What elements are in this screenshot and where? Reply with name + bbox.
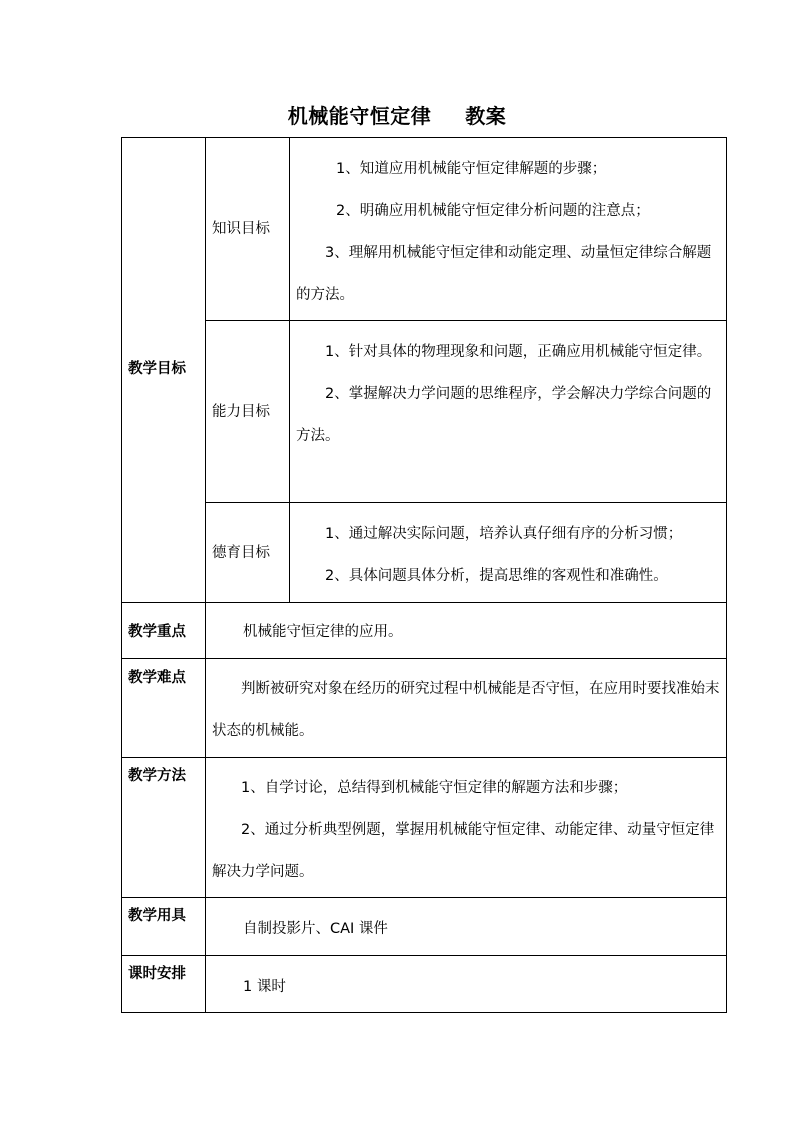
tools-content: 自制投影片、CAI 课件 (243, 921, 388, 937)
ability-content (296, 331, 722, 457)
knowledge-item: 3、理解用机械能守恒定律和动能定理、动量恒定律综合解题的方法。 (296, 245, 712, 303)
method-label: 教学方法 (128, 768, 186, 784)
ability-item: 2、掌握解决力学问题的思维程序，学会解决力学综合问题的方法。 (296, 386, 712, 444)
method-content (212, 767, 724, 893)
knowledge-item: 1、知道应用机械能守恒定律解题的步骤； (336, 161, 607, 177)
difficulty-label: 教学难点 (128, 670, 186, 686)
row-divider-focus (122, 658, 727, 659)
moral-item: 1、通过解决实际问题，培养认真仔细有序的分析习惯； (325, 526, 683, 542)
schedule-label: 课时安排 (128, 966, 186, 982)
document-title (0, 101, 794, 131)
knowledge-item: 2、明确应用机械能守恒定律分析问题的注意点； (336, 203, 650, 219)
focus-label: 教学重点 (128, 624, 186, 640)
col-divider-2 (289, 138, 290, 602)
lesson-plan-table (121, 137, 727, 1013)
row-divider-difficulty (122, 757, 727, 758)
row-divider-goals (122, 602, 727, 603)
col-divider-1b (205, 602, 206, 1013)
col-divider-1 (205, 138, 206, 602)
method-item: 1、自学讨论，总结得到机械能守恒定律的解题方法和步骤； (241, 780, 628, 796)
moral-item: 2、具体问题具体分析，提高思维的客观性和准确性。 (325, 568, 668, 584)
moral-content (296, 513, 726, 597)
goals-label: 教学目标 (128, 361, 186, 377)
focus-content: 机械能守恒定律的应用。 (243, 624, 403, 640)
ability-item: 1、针对具体的物理现象和问题，正确应用机械能守恒定律。 (325, 344, 712, 360)
row-divider-method (122, 897, 727, 898)
row-divider-tools (122, 955, 727, 956)
difficulty-content: 判断被研究对象在经历的研究过程中机械能是否守恒，在应用时要找准始末状态的机械能。 (212, 681, 720, 739)
tools-label: 教学用具 (128, 908, 186, 924)
row-divider-knowledge (205, 320, 727, 321)
method-item: 2、通过分析典型例题，掌握用机械能守恒定律、动能定律、动量守恒定律解决力学问题。 (212, 822, 715, 880)
knowledge-label: 知识目标 (212, 221, 270, 237)
ability-label: 能力目标 (212, 404, 270, 420)
schedule-content: 1 课时 (243, 979, 286, 995)
title-sub: 教案 (465, 104, 507, 128)
knowledge-content (296, 148, 722, 316)
row-divider-ability (205, 502, 727, 503)
title-main: 机械能守恒定律 (287, 104, 432, 128)
moral-label: 德育目标 (212, 545, 270, 561)
